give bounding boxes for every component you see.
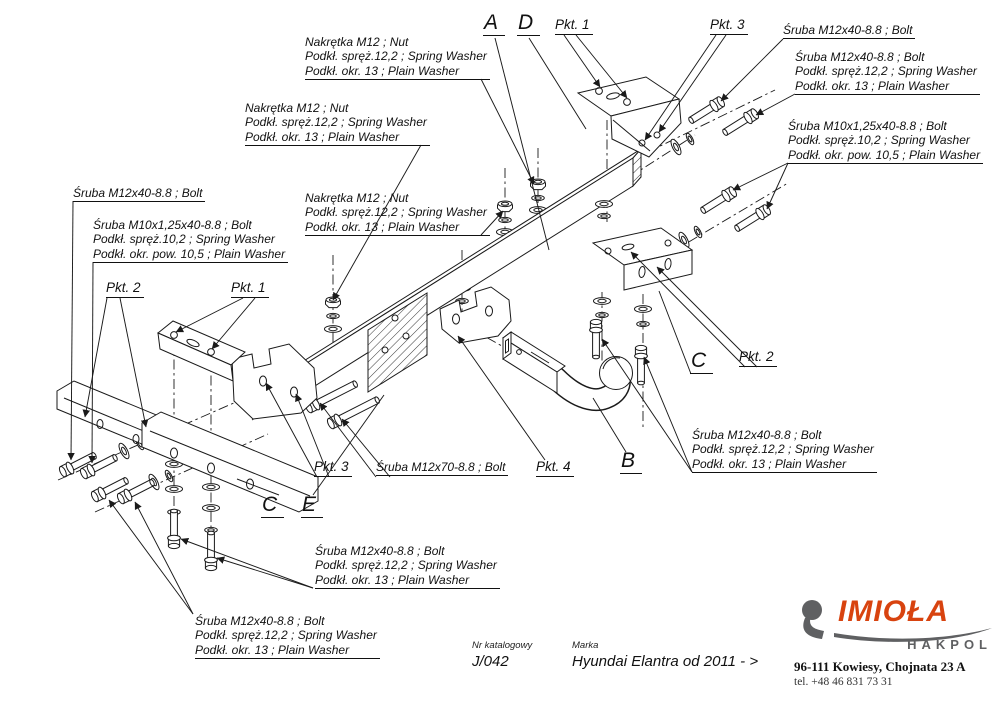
catalog-number-value: J/042 (472, 653, 509, 670)
part-line: Podkł. okr. 13 ; Plain Washer (315, 572, 470, 587)
point-label-2-right (739, 349, 777, 367)
point-text: Pkt. 2 (106, 280, 141, 295)
part-line: Śruba M12x70-8.8 ; Bolt (376, 460, 506, 474)
spring-washer (327, 313, 340, 318)
point-text: Pkt. 2 (739, 349, 774, 364)
callout-bolt-m12x40-bottomleft (195, 614, 380, 659)
callout-bolt-m12x40-right (795, 50, 980, 95)
callout-bolt-m12x70 (376, 460, 508, 476)
part-line: Podkł. okr. 13 ; Plain Washer (305, 219, 460, 234)
bolt-m12x40 (720, 107, 760, 139)
part-line: Podkł. spręż.12,2 ; Spring Washer (315, 558, 497, 573)
callout-nut-lower (305, 191, 490, 236)
point-label-3-top (710, 17, 748, 35)
plain-washer (203, 484, 220, 491)
part-line: Śruba M10x1,25x40-8.8 ; Bolt (93, 218, 252, 232)
nut-m12 (498, 201, 513, 212)
point-text: Pkt. 3 (710, 17, 745, 32)
crossbeam (283, 149, 641, 406)
part-line: Śruba M12x40-8.8 ; Bolt (195, 614, 325, 628)
bolt-m12x40 (686, 95, 726, 127)
brand-label: Marka (572, 640, 599, 651)
spring-washer (637, 321, 650, 326)
part-line: Podkł. spręż.12,2 ; Spring Washer (245, 115, 427, 130)
letter-b (620, 450, 642, 474)
part-line: Podkł. spręż.12,2 ; Spring Washer (305, 49, 487, 64)
plain-washer (669, 138, 683, 156)
point-label-4 (536, 459, 574, 477)
bolt-m12x40 (635, 345, 648, 384)
part-line: Podkł. spręż.10,2 ; Spring Washer (788, 133, 970, 148)
plain-washer (117, 442, 131, 460)
spring-washer (164, 469, 175, 483)
left-top-plate (158, 321, 245, 381)
logo-brand-text: IMIOŁA (838, 595, 949, 628)
part-line: Podkł. okr. 13 ; Plain Washer (245, 129, 400, 144)
part-line: Podkł. spręż.12,2 ; Spring Washer (795, 64, 977, 79)
part-line: Śruba M10x1,25x40-8.8 ; Bolt (788, 119, 947, 133)
vehicle-model-value: Hyundai Elantra od 2011 - > (572, 653, 759, 670)
callout-bolt-m10-left (93, 218, 288, 263)
spring-washer (596, 312, 609, 317)
plain-washer (594, 298, 611, 305)
upper-right-bracket (578, 77, 681, 157)
point-text: Pkt. 1 (555, 17, 590, 32)
fasteners-under-upper-bracket (596, 201, 613, 219)
letter-d (517, 12, 540, 36)
part-line: Podkł. okr. 13 ; Plain Washer (795, 78, 950, 93)
nut-m12 (326, 297, 341, 308)
part-line: Podkł. spręż.12,2 ; Spring Washer (692, 442, 874, 457)
part-line: Podkł. spręż.12,2 ; Spring Washer (195, 628, 377, 643)
tow-ball (600, 357, 633, 390)
left-web-bracket (232, 344, 317, 419)
callout-nut-middle (245, 101, 430, 146)
bolt-m12x40 (590, 319, 603, 358)
bolt-m12x40 (168, 509, 181, 548)
letter-text: A (484, 11, 499, 34)
letter-text: E (302, 493, 317, 516)
letter-text: B (621, 449, 636, 472)
letter-c-right (690, 350, 713, 374)
plain-washer (203, 505, 220, 512)
callout-bolt-m12x40-bottom (315, 544, 500, 589)
plain-washer (635, 306, 652, 313)
spring-washer (685, 132, 696, 146)
callout-nut-upper (305, 35, 490, 80)
part-line: Nakrętka M12 ; Nut (245, 101, 349, 115)
bolt-m10x40 (732, 203, 772, 235)
callout-bolt-m12x40-midright (692, 428, 877, 473)
part-line: Śruba M12x40-8.8 ; Bolt (795, 50, 925, 64)
manufacturer-logo (792, 597, 998, 705)
ball-coupling (503, 332, 633, 400)
letter-text: C (691, 349, 707, 372)
callout-bolt-m12x40-left (73, 186, 205, 202)
point-text: Pkt. 4 (536, 459, 571, 474)
callout-bolt-m10-right (788, 119, 983, 164)
point-label-3-bottom (314, 459, 352, 477)
bolt-m12x40 (205, 531, 218, 570)
logo-sub-text: HAKPOL (907, 637, 992, 652)
part-line: Śruba M12x40-8.8 ; Bolt (783, 23, 913, 37)
letter-e (301, 494, 323, 518)
point-label-1-top (555, 17, 593, 35)
part-line: Podkł. okr. 13 ; Plain Washer (305, 63, 460, 78)
point-label-1-left (231, 280, 269, 298)
part-line: Podkł. spręż.10,2 ; Spring Washer (93, 232, 275, 247)
point-text: Pkt. 1 (231, 280, 266, 295)
part-line: Podkł. okr. 13 ; Plain Washer (195, 642, 350, 657)
letter-a (483, 12, 505, 36)
part-line: Śruba M12x40-8.8 ; Bolt (692, 428, 822, 442)
part-line: Śruba M12x40-8.8 ; Bolt (315, 544, 445, 558)
plain-washer (325, 326, 342, 333)
logo-phone: tel. +48 46 831 73 31 (794, 676, 893, 688)
bolt-m10x40 (79, 451, 120, 480)
plain-washer (166, 486, 183, 493)
part-line: Podkł. spręż.12,2 ; Spring Washer (305, 205, 487, 220)
part-line: Podkł. okr. 13 ; Plain Washer (692, 456, 847, 471)
point-label-2-left (106, 280, 144, 298)
spring-washer (693, 225, 704, 239)
part-line: Podkł. okr. pow. 10,5 ; Plain Washer (788, 147, 981, 162)
point-text: Pkt. 3 (314, 459, 349, 474)
callout-bolt-m12x40-top-right (783, 23, 915, 39)
part-line: Śruba M12x40-8.8 ; Bolt (73, 186, 203, 200)
right-bracket (593, 228, 692, 290)
part-line: Nakrętka M12 ; Nut (305, 35, 409, 49)
spring-washer (499, 217, 512, 222)
letter-c-bottom (261, 494, 284, 518)
spring-washer (532, 195, 545, 200)
part-line: Podkł. okr. pow. 10,5 ; Plain Washer (93, 246, 286, 261)
catalog-number-label: Nr katalogowy (472, 640, 533, 651)
bolt-m10x40 (698, 185, 738, 217)
letter-text: C (262, 493, 278, 516)
logo-address: 96-111 Kowiesy, Chojnata 23 A (794, 659, 966, 674)
part-line: Nakrętka M12 ; Nut (305, 191, 409, 205)
letter-text: D (518, 11, 534, 34)
